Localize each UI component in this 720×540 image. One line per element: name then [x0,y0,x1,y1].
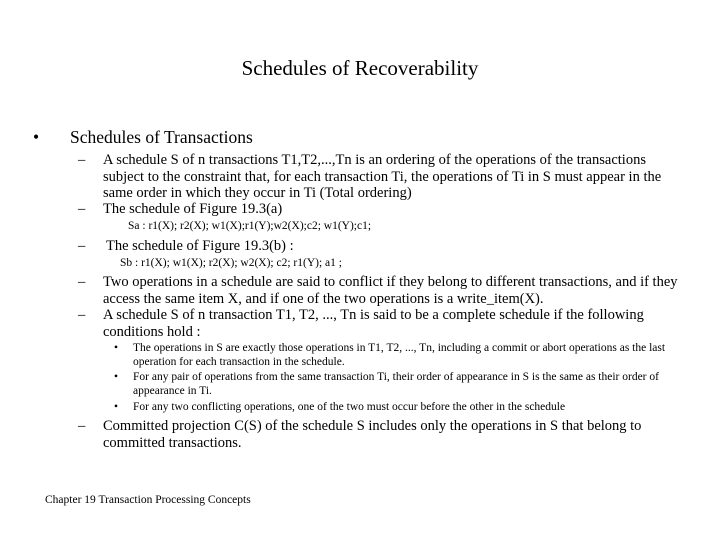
condition-text: For any pair of operations from the same transaction Ti, their order of appearance in S is the same as their order of appearance in Ti. [133,371,659,397]
bullet-marker: • [33,127,40,147]
bullet-marker: • [114,342,119,354]
sub-bullet-text: A schedule S of n transaction T1, T2, ..., Tn is said to be a complete schedule if the following conditions hold : [103,307,644,340]
condition-text: The operations in S are exactly those operations in T1, T2, ..., Tn, including a commit or abort operations as the last operation for each transaction in the schedule. [133,342,666,368]
schedule-sa: Sa : r1(X); r2(X); w1(X);r1(Y);w2(X);c2; w1(Y);c1; [128,220,372,232]
slide-title: Schedules of Recoverability [241,56,479,80]
main-bullet-text: Schedules of Transactions [70,127,253,147]
dash-marker: – [78,307,86,323]
dash-marker: – [78,201,86,217]
dash-marker: – [78,152,86,168]
bullet-marker: • [114,401,119,413]
sub-bullet-text: Two operations in a schedule are said to conflict if they belong to different transactions, and if they access the same item X, and if one of the two operations is a write_item(X). [103,274,678,307]
dash-marker: – [78,274,86,290]
sub-bullet-text: A schedule S of n transactions T1,T2,...,Tn is an ordering of the operations of the transactions subject to the constraint that, for each transaction Ti, the operations of Ti in S must appear in the same order in which they occur in Ti (Total ordering) [103,152,662,201]
sub-bullet-text: The schedule of Figure 19.3(b) : [106,238,294,254]
slide-footer: Chapter 19 Transaction Processing Concepts [45,494,251,506]
sub-bullet-text: Committed projection C(S) of the schedule S includes only the operations in S that belong to committed transactions. [103,418,642,451]
condition-text: For any two conflicting operations, one of the two must occur before the other in the schedule [133,401,566,413]
sub-bullet-text: The schedule of Figure 19.3(a) [103,201,283,217]
schedule-sb: Sb : r1(X); w1(X); r2(X); w2(X); c2; r1(Y); a1 ; [120,257,342,269]
dash-marker: – [78,418,86,434]
dash-marker: – [78,238,86,254]
bullet-marker: • [114,371,119,383]
